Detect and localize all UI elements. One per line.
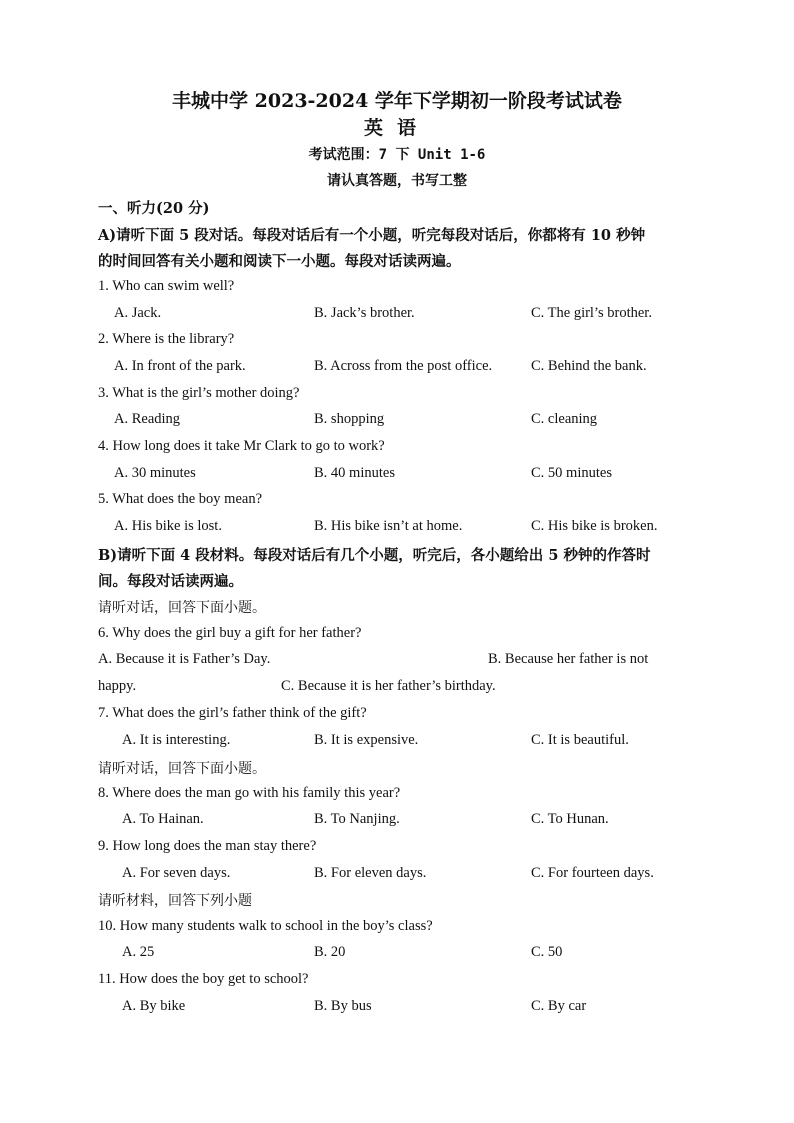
question-4-option-b: B. 40 minutes [314, 465, 395, 481]
question-8-option-a: A. To Hainan. [122, 811, 204, 827]
question-9-option-c: C. For fourteen days. [531, 865, 654, 881]
question-8: 8. Where does the man go with his family this year? [98, 785, 401, 801]
question-6: 6. Why does the girl buy a gift for her father? [98, 625, 362, 641]
question-3-option-c: C. cleaning [531, 411, 598, 427]
question-7: 7. What does the girl’s father think of the gift? [98, 705, 367, 721]
question-3-option-b: B. shopping [314, 411, 385, 427]
question-2-option-a: A. In front of the park. [114, 358, 246, 374]
question-11-option-c: C. By car [531, 998, 587, 1014]
question-5-option-c: C. His bike is broken. [531, 518, 658, 534]
question-10: 10. How many students walk to school in the boy’s class? [98, 918, 433, 934]
part-b-instruction-line1: B)请听下面 4 段材料。每段对话后有几个小题，听完后，各小题给出 5 秒钟的作答时 [98, 547, 651, 564]
question-4-option-c: C. 50 minutes [531, 465, 612, 481]
question-5: 5. What does the boy mean? [98, 491, 263, 507]
part-a-instruction-line2: 的时间回答有关小题和阅读下一小题。每段对话读两遍。 [98, 253, 461, 270]
question-8-option-c: C. To Hunan. [531, 811, 609, 827]
question-4: 4. How long does it take Mr Clark to go to work? [98, 438, 385, 454]
question-1: 1. Who can swim well? [98, 278, 235, 294]
question-2-option-c: C. Behind the bank. [531, 358, 647, 374]
question-4-option-a: A. 30 minutes [114, 465, 196, 481]
exam-note: 请认真答题，书写工整 [327, 173, 467, 189]
section-heading-listening: 一、听力(20 分) [98, 200, 210, 217]
question-8-option-b: B. To Nanjing. [314, 811, 400, 827]
question-2: 2. Where is the library? [98, 331, 235, 347]
question-2-option-b: B. Across from the post office. [314, 358, 493, 374]
instruction-material-3: 请听材料，回答下列小题 [98, 893, 252, 909]
question-1-option-a: A. Jack. [114, 305, 162, 321]
question-3: 3. What is the girl’s mother doing? [98, 385, 300, 401]
part-b-instruction-line2: 间。每段对话读两遍。 [98, 573, 243, 590]
question-11-option-a: A. By bike [122, 998, 186, 1014]
part-a-instruction-line1: A)请听下面 5 段对话。每段对话后有一个小题，听完每段对话后，你都将有 10 秒钟 [98, 227, 646, 244]
question-6-option-c: C. Because it is her father’s birthday. [281, 678, 496, 694]
question-6-option-b: B. Because her father is not [488, 651, 649, 667]
question-3-option-a: A. Reading [114, 411, 181, 427]
question-11: 11. How does the boy get to school? [98, 971, 309, 987]
question-6-option-b-continued: happy. [98, 678, 137, 694]
instruction-dialogue-1: 请听对话，回答下面小题。 [98, 600, 266, 616]
question-7-option-a: A. It is interesting. [122, 732, 231, 748]
question-5-option-a: A. His bike is lost. [114, 518, 222, 534]
question-7-option-b: B. It is expensive. [314, 732, 419, 748]
exam-scope: 考试范围：7 下 Unit 1-6 [308, 147, 486, 163]
question-11-option-b: B. By bus [314, 998, 372, 1014]
question-10-option-a: A. 25 [122, 944, 155, 960]
question-9: 9. How long does the man stay there? [98, 838, 317, 854]
question-9-option-b: B. For eleven days. [314, 865, 427, 881]
exam-subject: 英语 [363, 117, 430, 139]
question-10-option-c: C. 50 [531, 944, 563, 960]
question-5-option-b: B. His bike isn’t at home. [314, 518, 463, 534]
question-7-option-c: C. It is beautiful. [531, 732, 629, 748]
question-1-option-c: C. The girl’s brother. [531, 305, 652, 321]
question-1-option-b: B. Jack’s brother. [314, 305, 415, 321]
question-10-option-b: B. 20 [314, 944, 346, 960]
exam-title: 丰城中学 2023-2024 学年下学期初一阶段考试试卷 [172, 90, 622, 112]
question-6-option-a: A. Because it is Father’s Day. [98, 651, 271, 667]
instruction-dialogue-2: 请听对话，回答下面小题。 [98, 761, 266, 777]
question-9-option-a: A. For seven days. [122, 865, 231, 881]
